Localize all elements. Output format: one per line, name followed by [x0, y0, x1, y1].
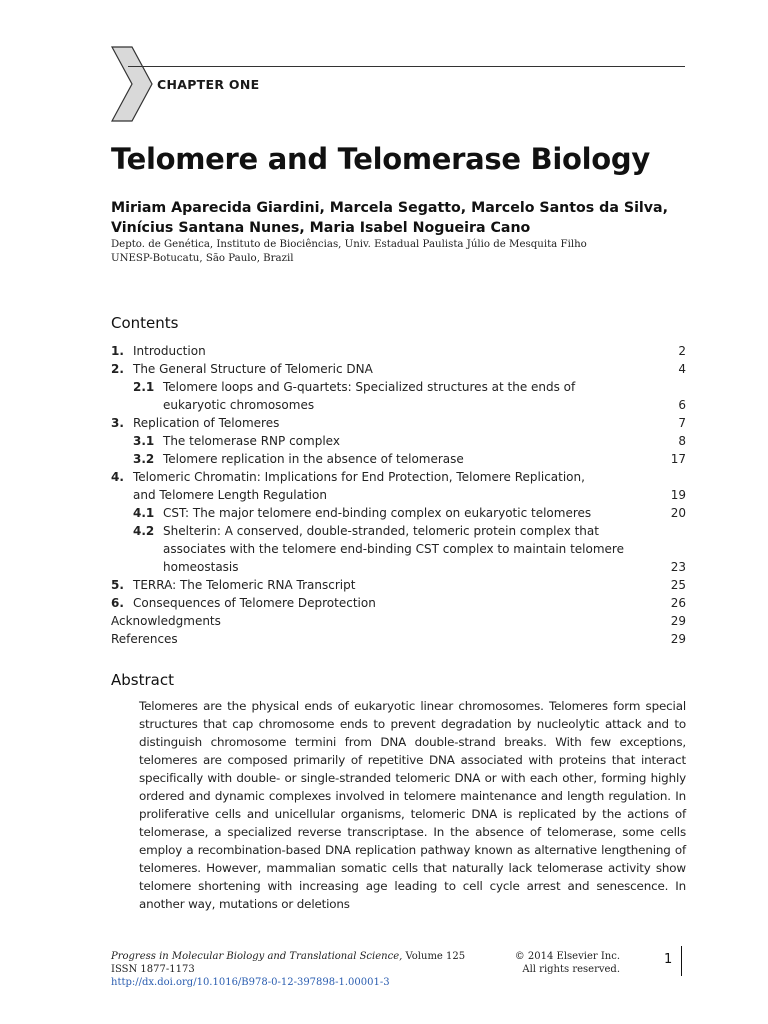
toc-entry-label	[111, 360, 686, 378]
affiliation-line-2: UNESP-Botucatu, São Paulo, Brazil	[111, 253, 294, 264]
footer-citation	[111, 950, 481, 989]
toc-entry-line: Acknowledgments	[111, 614, 221, 628]
toc-entry-number: 4.1	[133, 506, 155, 520]
toc-entry[interactable]	[111, 576, 686, 594]
page-number: 1	[664, 952, 673, 967]
toc-entry-label	[111, 342, 686, 360]
toc-entry-page: 26	[670, 596, 686, 610]
chapter-title: Telomere and Telomerase Biology	[111, 142, 650, 176]
issn: ISSN 1877-1173	[111, 964, 195, 975]
toc-entry-line: Introduction	[133, 344, 206, 358]
toc-entry-line: The telomerase RNP complex	[163, 434, 340, 448]
toc-entry-number: 1.	[111, 344, 124, 358]
author-line-2: Vinícius Santana Nunes, Maria Isabel Nogueira Cano	[111, 220, 531, 236]
toc-entry-line: Telomeric Chromatin: Implications for End Protection, Telomere Replication,	[133, 470, 585, 484]
journal-volume: Volume 125	[402, 951, 466, 962]
toc-entry-number: 4.	[111, 470, 124, 484]
toc-entry-line: and Telomere Length Regulation	[133, 488, 327, 502]
toc-entry-number: 6.	[111, 596, 124, 610]
toc-entry-page: 8	[678, 434, 686, 448]
chapter-chevron-icon	[111, 46, 153, 122]
toc-entry-line: associates with the telomere end-binding CST complex to maintain telomere	[163, 542, 624, 556]
toc-entry-label	[111, 414, 686, 432]
toc-entry-label	[111, 522, 686, 576]
chapter-rule	[128, 66, 685, 67]
toc-entry-number: 3.	[111, 416, 124, 430]
toc-entry-number: 5.	[111, 578, 124, 592]
toc-entry-page: 6	[678, 398, 686, 412]
chapter-label: CHAPTER ONE	[157, 77, 260, 92]
toc-entry-number: 3.1	[133, 434, 155, 448]
toc-entry-number: 4.2	[133, 524, 155, 538]
journal-name: Progress in Molecular Biology and Translational Science,	[111, 951, 403, 962]
toc-entry[interactable]	[111, 504, 686, 522]
toc-entry-line: homeostasis	[163, 560, 239, 574]
toc-entry-page: 4	[678, 362, 686, 376]
toc-entry-label	[111, 378, 686, 414]
toc-entry[interactable]	[111, 522, 686, 576]
toc-entry-page: 2	[678, 344, 686, 358]
toc-entry-line: The General Structure of Telomeric DNA	[133, 362, 373, 376]
abstract-text: Telomeres are the physical ends of eukaryotic linear chromosomes. Telomeres form special structures that cap chromosome ends to prevent degradation by nucleolytic attack and to distinguish chromosome termini from DNA double-strand breaks. With few exceptions, telomeres are composed primarily of repetitive DNA associated with proteins that interact specifically with double- or single-stranded telomeric DNA or with each other, forming highly ordered and dynamic complexes involved in telomere maintenance and length regulation. In proliferative cells and unicellular organisms, telomeric DNA is replicated by the actions of telomerase, a specialized reverse transcriptase. In the absence of telomerase, some cells employ a recombination-based DNA replication pathway known as alternative lengthening of telomeres. However, mammalian somatic cells that naturally lack telomerase activity show telomere shortening with increasing age leading to cell cycle arrest and senescence. In another way, mutations or deletions	[139, 699, 686, 911]
footer-copyright	[500, 950, 620, 976]
author-list	[111, 198, 701, 238]
toc-entry-page: 29	[670, 632, 686, 646]
toc-entry-label	[111, 468, 686, 504]
toc-entry-label	[111, 630, 686, 648]
affiliation	[111, 238, 701, 266]
toc-entry[interactable]	[111, 378, 686, 414]
toc-entry-label	[111, 504, 686, 522]
toc-entry[interactable]	[111, 468, 686, 504]
toc-entry[interactable]	[111, 342, 686, 360]
toc-entry-page: 25	[670, 578, 686, 592]
toc-entry-page: 7	[678, 416, 686, 430]
toc-entry-line: Consequences of Telomere Deprotection	[133, 596, 376, 610]
toc-entry-line: Telomere replication in the absence of telomerase	[163, 452, 464, 466]
toc-entry-line: References	[111, 632, 178, 646]
toc-entry-line: Shelterin: A conserved, double-stranded, telomeric protein complex that	[163, 524, 599, 538]
toc-entry[interactable]	[111, 450, 686, 468]
toc-entry[interactable]	[111, 630, 686, 648]
toc-entry-line: CST: The major telomere end-binding complex on eukaryotic telomeres	[163, 506, 592, 520]
abstract-heading: Abstract	[111, 671, 174, 689]
toc-entry-page: 19	[670, 488, 686, 502]
toc-entry-number: 2.1	[133, 380, 155, 394]
contents-heading: Contents	[111, 314, 179, 332]
toc-entry-page: 23	[670, 560, 686, 574]
affiliation-line-1: Depto. de Genética, Instituto de Biociências, Univ. Estadual Paulista Júlio de Mesquita Filho	[111, 239, 587, 250]
toc-entry-line: eukaryotic chromosomes	[163, 398, 315, 412]
toc-entry-line: TERRA: The Telomeric RNA Transcript	[133, 578, 356, 592]
page-number-rule	[681, 946, 682, 976]
toc-entry-label	[111, 432, 686, 450]
toc-entry-label	[111, 450, 686, 468]
toc-entry-label	[111, 576, 686, 594]
rights: All rights reserved.	[522, 964, 620, 975]
toc-entry[interactable]	[111, 612, 686, 630]
toc-entry-line: Telomere loops and G-quartets: Specialized structures at the ends of	[163, 380, 576, 394]
toc-entry-line: Replication of Telomeres	[133, 416, 280, 430]
toc-entry-page: 29	[670, 614, 686, 628]
toc-entry-number: 3.2	[133, 452, 155, 466]
toc-entry[interactable]	[111, 414, 686, 432]
toc-entry-label	[111, 594, 686, 612]
toc-entry-page: 20	[670, 506, 686, 520]
doi-link[interactable]: http://dx.doi.org/10.1016/B978-0-12-397898-1.00001-3	[111, 977, 390, 988]
toc-entry-label	[111, 612, 686, 630]
table-of-contents	[111, 342, 686, 648]
copyright: © 2014 Elsevier Inc.	[514, 951, 620, 962]
toc-entry[interactable]	[111, 432, 686, 450]
toc-entry-page: 17	[670, 452, 686, 466]
toc-entry[interactable]	[111, 594, 686, 612]
toc-entry-number: 2.	[111, 362, 124, 376]
author-line-1: Miriam Aparecida Giardini, Marcela Segatto, Marcelo Santos da Silva,	[111, 200, 669, 216]
toc-entry[interactable]	[111, 360, 686, 378]
